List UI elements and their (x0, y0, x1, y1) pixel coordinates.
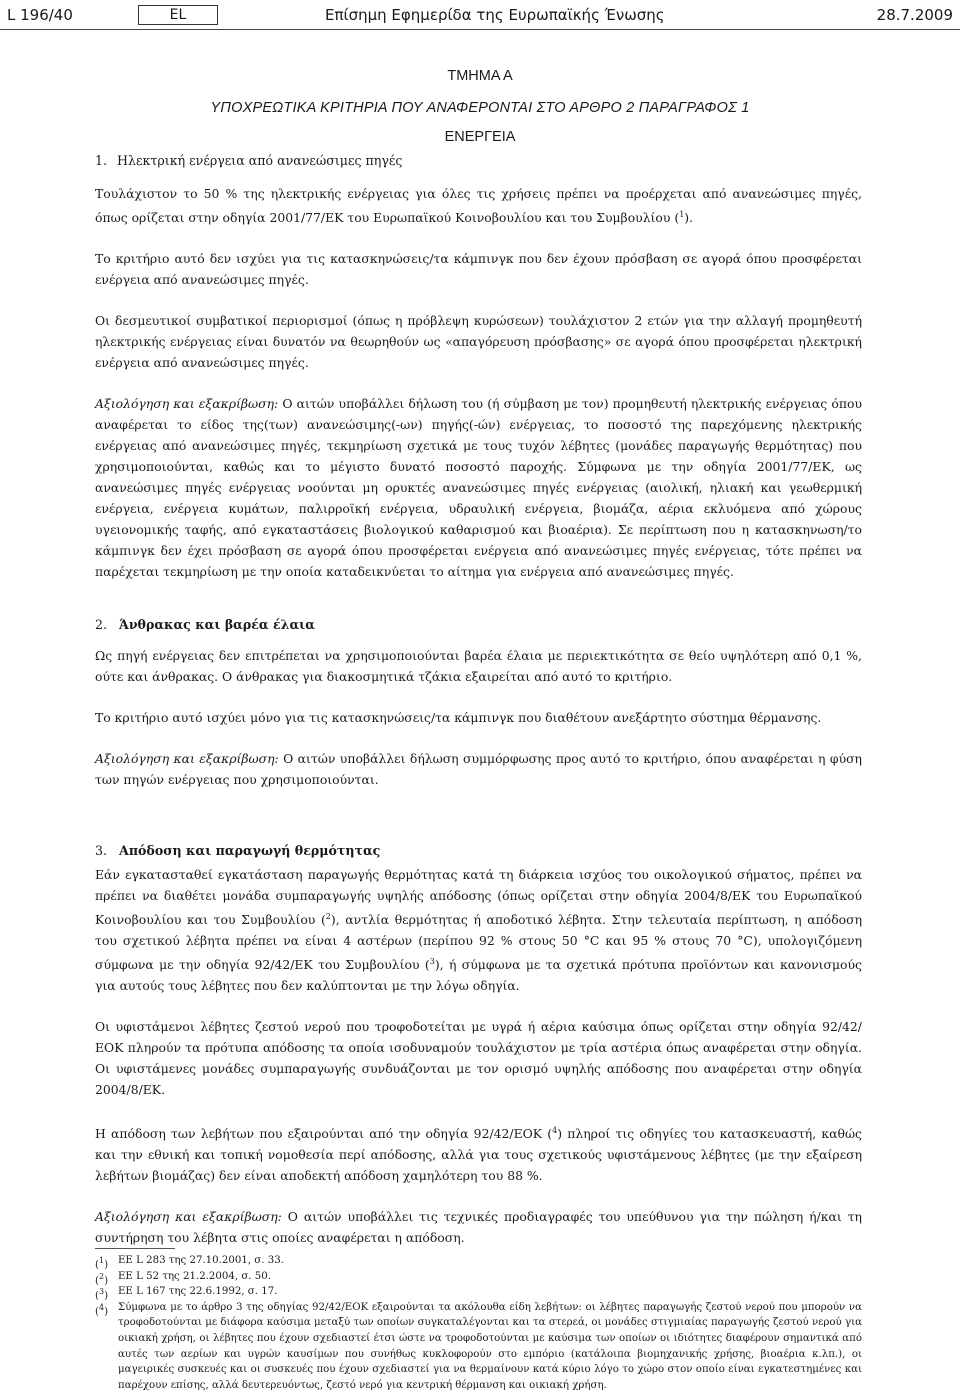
footnotes (95, 1253, 862, 1393)
page-number: L 196/40 (7, 6, 73, 24)
item-2-title: Άνθρακας και βαρέα έλαια (119, 617, 315, 632)
footnote: ($^2$) ΕΕ L 52 της 21.2.2004, σ. 50. (95, 1270, 271, 1286)
header-divider (0, 29, 960, 30)
footnote: ($^4$) Σύμφωνα με το άρθρο 3 της οδηγίας 92/42/ΕΟΚ εξαιρούνται τα ακόλουθα είδη λεβήτων: οι λέβητες παραγωγής ζεστού νερού που μπορούν να τροφοδοτούνται με διάφορα καύσιμα μεταξύ των οποίων συγκαταλέγονται και τα στερεά, οι μονάδες στιγμιαίας παραγωγής ζεστού νερού για οικιακή χρήση, οι λέβητες που έχουν σχεδιαστεί έτσι ώστε να τροφοδοτούνται με καύσιμα των οποίων οι ιδιότητες διαφέρουν σημαντικά από αυτές των αερίων και υγρών καυσίμων που συνήθως κυκλοφορούν στο εμπόριο (κατάλοιπα βιομηχανικής χρήσης, βιοαέρια κ.λπ.), οι μαγειρικές συσκευές και οι συσκευές που έχουν σχεδιαστεί για να θερμαίνουν κατά κύριο λόγο το χώρο στον οποίο είναι εγκατεστημένες και παρέχουν επίσης, αλλά δευτερευόντως, ζεστό νερό για κεντρική θέρμανση και οικιακή χρήση. (95, 1301, 862, 1391)
item-2-paragraph-2: Το κριτήριο αυτό ισχύει μόνο για τις κατασκηνώσεις/τα κάμπινγκ που διαθέτουν ανεξάρτητο σύστημα θέρμανσης. (95, 710, 822, 725)
footnote-ref-1: 1 (679, 210, 685, 219)
item-3-assessment: Αξιολόγηση και εξακρίβωση: Ο αιτών υποβάλλει τις τεχνικές προδιαγραφές του υπεύθυνου για την πώληση ή/και τη συντήρηση του λέβητα στις οποίες αναφέρεται η απόδοση. (95, 1209, 862, 1246)
item-2-number: 2. (95, 617, 108, 632)
footnote: ($^1$) ΕΕ L 283 της 27.10.2001, σ. 33. (95, 1255, 284, 1271)
item-1-paragraph-3: Οι δεσμευτικοί συμβατικοί περιορισμοί (όπως η πρόβλεψη κυρώσεων) τουλάχιστον 2 ετών για την αλλαγή προμηθευτή ηλεκτρικής ενέργειας είναι δυνατόν να θεωρηθούν ως «απαγόρευση πρόσβασης» σε αγορά όπου προσφέρεται ηλεκτρική ενέργεια από ανανεώσιμες πηγές. (95, 313, 862, 371)
item-1-paragraph-1: Τουλάχιστον το 50 % της ηλεκτρικής ενέργειας για όλες τις χρήσεις πρέπει να προέρχεται από ανανεώσιμες πηγές, όπως ορίζεται στην οδηγία 2001/77/ΕΚ του Ευρωπαϊκού Κοινοβουλίου και του Συμβουλίου ($^1$). (95, 186, 862, 226)
item-2-body (95, 645, 862, 790)
item-1-title: Ηλεκτρική ενέργεια από ανανεώσιμες πηγές (117, 153, 403, 168)
footnote-ref-4: 4 (552, 1126, 558, 1136)
item-2-paragraph-1: Ως πηγή ενέργειας δεν επιτρέπεται να χρησιμοποιούνται βαρέα έλαια με περιεκτικότητα σε θείο υψηλότερη από 0,1 %, ούτε και άνθρακας. Ο άνθρακας για διακοσμητικά τζάκια εξαιρείται από αυτό το κριτήριο. (95, 648, 862, 684)
page-header (7, 6, 953, 28)
item-1-body (95, 183, 862, 582)
assessment-label: Αξιολόγηση και εξακρίβωση: (95, 751, 279, 766)
item-3-paragraph-3: Η απόδοση των λεβήτων που εξαιρούνται από την οδηγία 92/42/ΕΟΚ ($^4$) πληροί τις οδηγίες του κατασκευαστή, καθώς και την εθνική και τοπική νομοθεσία περί απόδοσης, αλλά για τους σχετικούς υφιστάμενους λέβητες (με την εξαίρεση λεβήτων βιομάζας) δεν είναι αποδεκτή απόδοση χαμηλότερη του 88 %. (95, 1126, 862, 1184)
item-3-title: Απόδοση και παραγωγή θερμότητας (119, 843, 381, 858)
item-1-heading (95, 153, 402, 168)
footnote-ref-2: 2 (325, 912, 331, 921)
item-3-paragraph-1: Εάν εγκατασταθεί εγκατάσταση παραγωγής θερμότητας κατά τη διάρκεια ισχύος του οικολογικού σήματος, πρέπει να πρέπει να διαθέτει μονάδα συμπαραγωγής υψηλής απόδοσης (όπως ορίζεται στην οδηγία 2004/8/ΕΚ του Ευρωπαϊκού Κοινοβουλίου και του Συμβουλίου ($^2$), αντλία θερμότητας ή αποδοτικό λέβητα. Στην τελευταία περίπτωση, η απόδοση του σχετικού λέβητα πρέπει να είναι 4 αστέρων (περίπου 92 % στους 50 °C και 95 % στους 70 °C), υπολογιζόμενη σύμφωνα με την οδηγία 92/42/ΕΚ του Συμβουλίου ($^3$), ή σύμφωνα με τα σχετικά πρότυπα προϊόντων και κανονισμούς για αυτούς τους λέβητες που δεν καλύπτονται με την λόγω οδηγία. (95, 867, 862, 994)
section-subtitle: ΥΠΟΧΡΕΩΤΙΚΑ ΚΡΙΤΗΡΙΑ ΠΟΥ ΑΝΑΦΕΡΟΝΤΑΙ ΣΤΟ ΑΡΘΡΟ 2 ΠΑΡΑΓΡΑΦΟΣ 1 (210, 100, 750, 116)
assessment-label: Αξιολόγηση και εξακρίβωση: (95, 1209, 282, 1225)
publication-date: 28.7.2009 (876, 6, 953, 24)
item-3-body (95, 864, 862, 1248)
item-1-number: 1. (95, 153, 108, 168)
section-heading: ΕΝΕΡΓΕΙΑ (444, 129, 516, 145)
language-badge: EL (138, 5, 218, 25)
item-2-assessment: Αξιολόγηση και εξακρίβωση: Ο αιτών υποβάλλει δήλωση συμμόρφωσης προς αυτό το κριτήριο, όπου αναφέρεται η φύση των πηγών ενέργειας που χρησιμοποιούνται. (95, 751, 862, 787)
footnote-divider (95, 1248, 175, 1249)
item-3-paragraph-2: Οι υφιστάμενοι λέβητες ζεστού νερού που τροφοδοτείται με υγρά ή αέρια καύσιμα όπως ορίζεται στην οδηγία 92/42/ΕΟΚ πληρούν τα πρότυπα απόδοσης τα οποία ισοδυναμούν τουλάχιστον με τρία αστέρια όπως αναφέρεται στην οδηγία. Οι υφιστάμενες μονάδες συμπαραγωγής συνδυάζονται με τον ορισμό υψηλής απόδοσης που αναφέρεται στην οδηγία 2004/8/ΕΚ. (95, 1019, 862, 1098)
section-title: ΤΜΗΜΑ Α (447, 68, 513, 84)
item-3-number: 3. (95, 843, 108, 858)
footnote: ($^3$) ΕΕ L 167 της 22.6.1992, σ. 17. (95, 1286, 278, 1302)
item-3-heading (95, 843, 380, 858)
footnote-ref-3: 3 (429, 957, 435, 967)
assessment-label: Αξιολόγηση και εξακρίβωση: (95, 396, 279, 412)
item-1-paragraph-2: Το κριτήριο αυτό δεν ισχύει για τις κατασκηνώσεις/τα κάμπινγκ που δεν έχουν πρόσβαση σε αγορά όπου προσφέρεται ενέργεια από ανανεώσιμες πηγές. (95, 251, 862, 288)
item-2-heading (95, 617, 315, 632)
journal-title: Επίσημη Εφημερίδα της Ευρωπαϊκής Ένωσης (325, 6, 665, 24)
item-1-assessment: Αξιολόγηση και εξακρίβωση: Ο αιτών υποβάλλει δήλωση του (ή σύμβαση με τον) προμηθευτή ηλεκτρικής ενέργειας όπου αναφέρεται το είδος της(των) ανανεώσιμης(-ων) πηγής(-ών) ενέργειας, το ποσοστό της παρεχόμενης ηλεκτρικής ενέργειας από ανανεώσιμες πηγές, τεκμηρίωση σχετικά με τους τυχόν λέβητες (μονάδες παραγωγής θερμότητας) που χρησιμοποιούνται, καθώς και το μέγιστο δυνατό ποσοστό παροχής. Σύμφωνα με την οδηγία 2001/77/ΕΚ, ως ανανεώσιμες πηγές ενέργειας νοούνται μη ορυκτές ανανεώσιμες πηγές ενέργειας (αιολική, ηλιακή και γεωθερμική ενέργεια, ενέργεια κυμάτων, παλιρροϊκή ενέργεια, υδραυλική ενέργεια, βιομάζα, αέρια εκλυόμενα από χώρους υγειονομικής ταφής, από εγκαταστάσεις βιολογικού καθαρισμού και βιοαέρια). Σε περίπτωση που η κατασκηνωση/το κάμπινγκ δεν έχει πρόσβαση σε αγορά όπου προσφέρεται ενέργεια από ανανεώσιμες πηγές ενέργειας, τότε πρέπει να παρέχεται τεκμηρίωση με την οποία καταδεικνύεται το αίτημα για ενέργεια από ανανεώσιμες πηγές. (95, 396, 862, 580)
